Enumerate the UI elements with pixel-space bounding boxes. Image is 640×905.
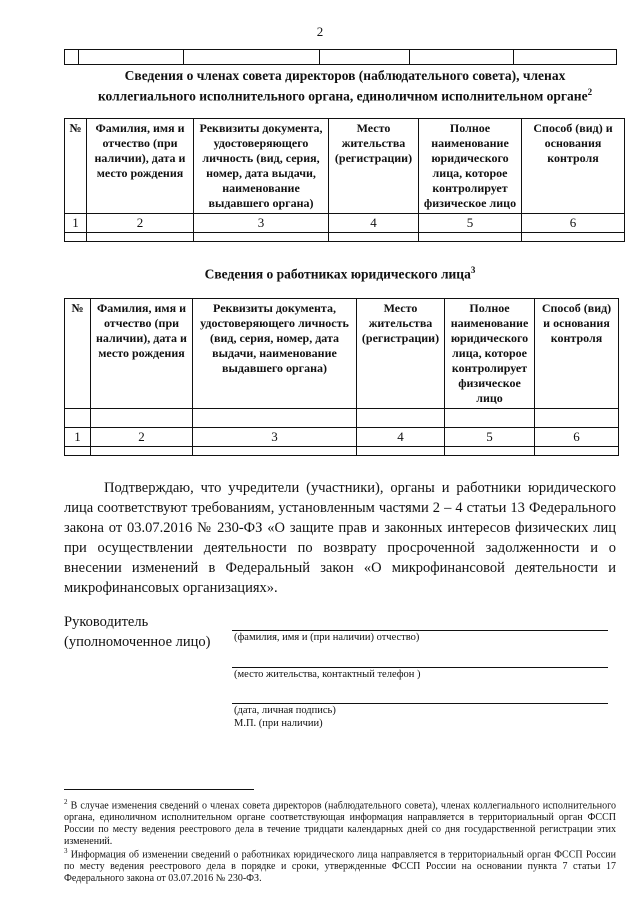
date-caption: (дата, личная подпись) — [234, 705, 336, 716]
section2-title — [64, 262, 616, 283]
col-header-name: Фамилия, имя и отчество (при наличии), дата и место рождения — [91, 299, 193, 409]
table-row-spacer — [65, 409, 619, 428]
address-caption: (место жительства, контактный телефон ) — [234, 669, 421, 680]
footnote-mark: 3 — [64, 847, 68, 855]
table-row-numbering — [65, 428, 619, 447]
col-header-number: № — [65, 299, 91, 409]
directors-table — [64, 118, 625, 242]
seal-caption: М.П. (при наличии) — [234, 718, 323, 729]
table-row-empty — [65, 447, 619, 456]
col-header-legal-entity: Полное наименование юридического лица, которое контролирует физическое лицо — [445, 299, 535, 409]
footnote-text: В случае изменения сведений о членах совета директоров (наблюдательного совета), членах коллегиального исполнительного органа, единоличном исполнительном органе соответствующая информация направляется в территориальный орган ФССП России по месту ведения реестрового дела в течение тридцати календарных дней со дня государственной регистрации этих изменений. — [64, 800, 616, 848]
date-signature-line — [232, 703, 608, 704]
name-signature-line — [232, 630, 608, 631]
footnote-2 — [64, 796, 616, 848]
col-header-number: № — [65, 119, 87, 214]
page-number: 2 — [316, 24, 324, 39]
col-number-1: 1 — [65, 214, 87, 233]
section1-title-text: Сведения о членах совета директоров (наблюдательного совета), членах коллегиального исполнительного органа, единоличном исполнительном органе — [97, 68, 588, 104]
footnote-ref: 2 — [587, 87, 593, 97]
col-number-5: 5 — [419, 214, 522, 233]
table-row — [65, 50, 617, 65]
section1-title — [75, 67, 615, 105]
table-row-numbering — [65, 214, 625, 233]
table-row-empty — [65, 233, 625, 242]
col-header-residence: Место жительства (регистрации) — [329, 119, 419, 214]
table-header-row — [65, 299, 619, 409]
col-number-3: 3 — [194, 214, 329, 233]
col-number-2: 2 — [87, 214, 194, 233]
col-number-2: 2 — [91, 428, 193, 447]
table-header-row — [65, 119, 625, 214]
col-number-6: 6 — [535, 428, 619, 447]
col-number-6: 6 — [522, 214, 625, 233]
col-header-control: Способ (вид) и основания контроля — [522, 119, 625, 214]
footnote-ref: 3 — [470, 265, 476, 275]
confirmation-paragraph: Подтверждаю, что учредители (участники), органы и работники юридического лица соответствуют требованиям, установленным частями 2 – 4 статьи 13 Федерального закона от 03.07.2016 № 230-ФЗ «О защите прав и законных интересов физических лиц при осуществлении деятельности по возврату просроченной задолженности и о внесении изменений в Федеральный закон «О микрофинансовой деятельности и микрофинансовых организациях». — [64, 480, 616, 596]
col-header-name: Фамилия, имя и отчество (при наличии), дата и место рождения — [87, 119, 194, 214]
employees-table — [64, 298, 619, 456]
address-signature-line — [232, 667, 608, 668]
col-number-4: 4 — [357, 428, 445, 447]
col-header-legal-entity: Полное наименование юридического лица, которое контролирует физическое лицо — [419, 119, 522, 214]
col-number-3: 3 — [193, 428, 357, 447]
footnote-text: Информация об изменении сведений о работниках юридического лица направляется в территориальный орган ФССП России по месту ведения реестрового дела в порядке и сроки, утвержденные ФССП России на основании пункта 7 статьи 17 Федерального закона от 03.07.2016 № 230-ФЗ. — [64, 849, 616, 885]
previous-table-bottom-row — [64, 49, 617, 65]
signatory-title-line2: (уполномоченное лицо) — [64, 634, 211, 650]
col-header-document: Реквизиты документа, удостоверяющего личность (вид, серия, номер, дата выдачи, наименование выдавшего органа) — [194, 119, 329, 214]
signatory-title-line1: Руководитель — [64, 614, 149, 630]
col-header-control: Способ (вид) и основания контроля — [535, 299, 619, 409]
footnote-mark: 2 — [64, 798, 68, 806]
footnote-3 — [64, 845, 616, 885]
section2-title-text: Сведения о работниках юридического лица — [204, 266, 471, 282]
footnote-divider — [64, 789, 254, 790]
col-header-document: Реквизиты документа, удостоверяющего личность (вид, серия, номер, дата выдачи, наименование выдавшего органа) — [193, 299, 357, 409]
col-number-1: 1 — [65, 428, 91, 447]
signatory-title — [64, 612, 211, 652]
col-header-residence: Место жительства (регистрации) — [357, 299, 445, 409]
name-caption: (фамилия, имя и (при наличии) отчество) — [234, 632, 420, 643]
col-number-4: 4 — [329, 214, 419, 233]
col-number-5: 5 — [445, 428, 535, 447]
